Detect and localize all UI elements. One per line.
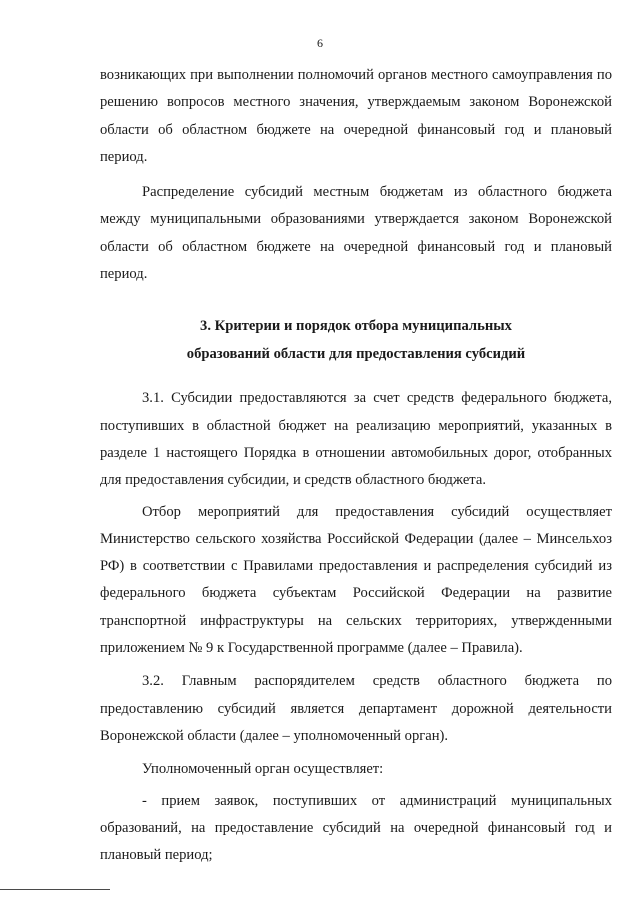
- section-3-heading: [100, 312, 612, 368]
- document-body: [100, 62, 612, 869]
- footnote-divider: [0, 889, 110, 890]
- paragraph-subsidy-distribution: Распределение субсидий местным бюджетам из областного бюджета между муниципальными образованиями утверждается законом Воронежской области об областном бюджете на очередной финансовый год и плановый период.: [100, 184, 612, 283]
- section-3-heading-line-1: 3. Критерии и порядок отбора муниципальных: [200, 318, 512, 335]
- list-item-applications: - прием заявок, поступивших от администраций муниципальных образований, на предоставление субсидий на очередной финансовый год и плановый период;: [100, 792, 612, 864]
- page-number: 6: [317, 36, 323, 50]
- section-3-heading-line-2: образований области для предоставления субсидий: [186, 346, 526, 363]
- paragraph-3-2: 3.2. Главным распорядителем средств областного бюджета по предоставлению субсидий является департамент дорожной деятельности Воронежской области (далее – уполномоченный орган).: [100, 673, 612, 744]
- paragraph-budget-law: возникающих при выполнении полномочий органов местного самоуправления по решению вопросов местного значения, утверждаемым законом Воронежской области об областном бюджете на очередной финансовый год и плановый период.: [100, 67, 612, 165]
- paragraph-3-1: 3.1. Субсидии предоставляются за счет средств федерального бюджета, поступивших в областной бюджет на реализацию мероприятий, указанных в разделе 1 настоящего Порядка в отношении автомобильных дорог, отобранных для предоставления субсидии, и средств областного бюджета.: [100, 390, 612, 489]
- paragraph-authorized-body: Уполномоченный орган осуществляет:: [142, 761, 384, 778]
- paragraph-selection: Отбор мероприятий для предоставления субсидий осуществляет Министерство сельского хозяйства Российской Федерации (далее – Минсельхоз РФ) в соответствии с Правилами предоставления и распределения субсидий из федерального бюджета субъектам Российской Федерации на развитие транспортной инфраструктуры на сельских территориях, утвержденными приложением № 9 к Государственной программе (далее – Правила).: [100, 503, 612, 657]
